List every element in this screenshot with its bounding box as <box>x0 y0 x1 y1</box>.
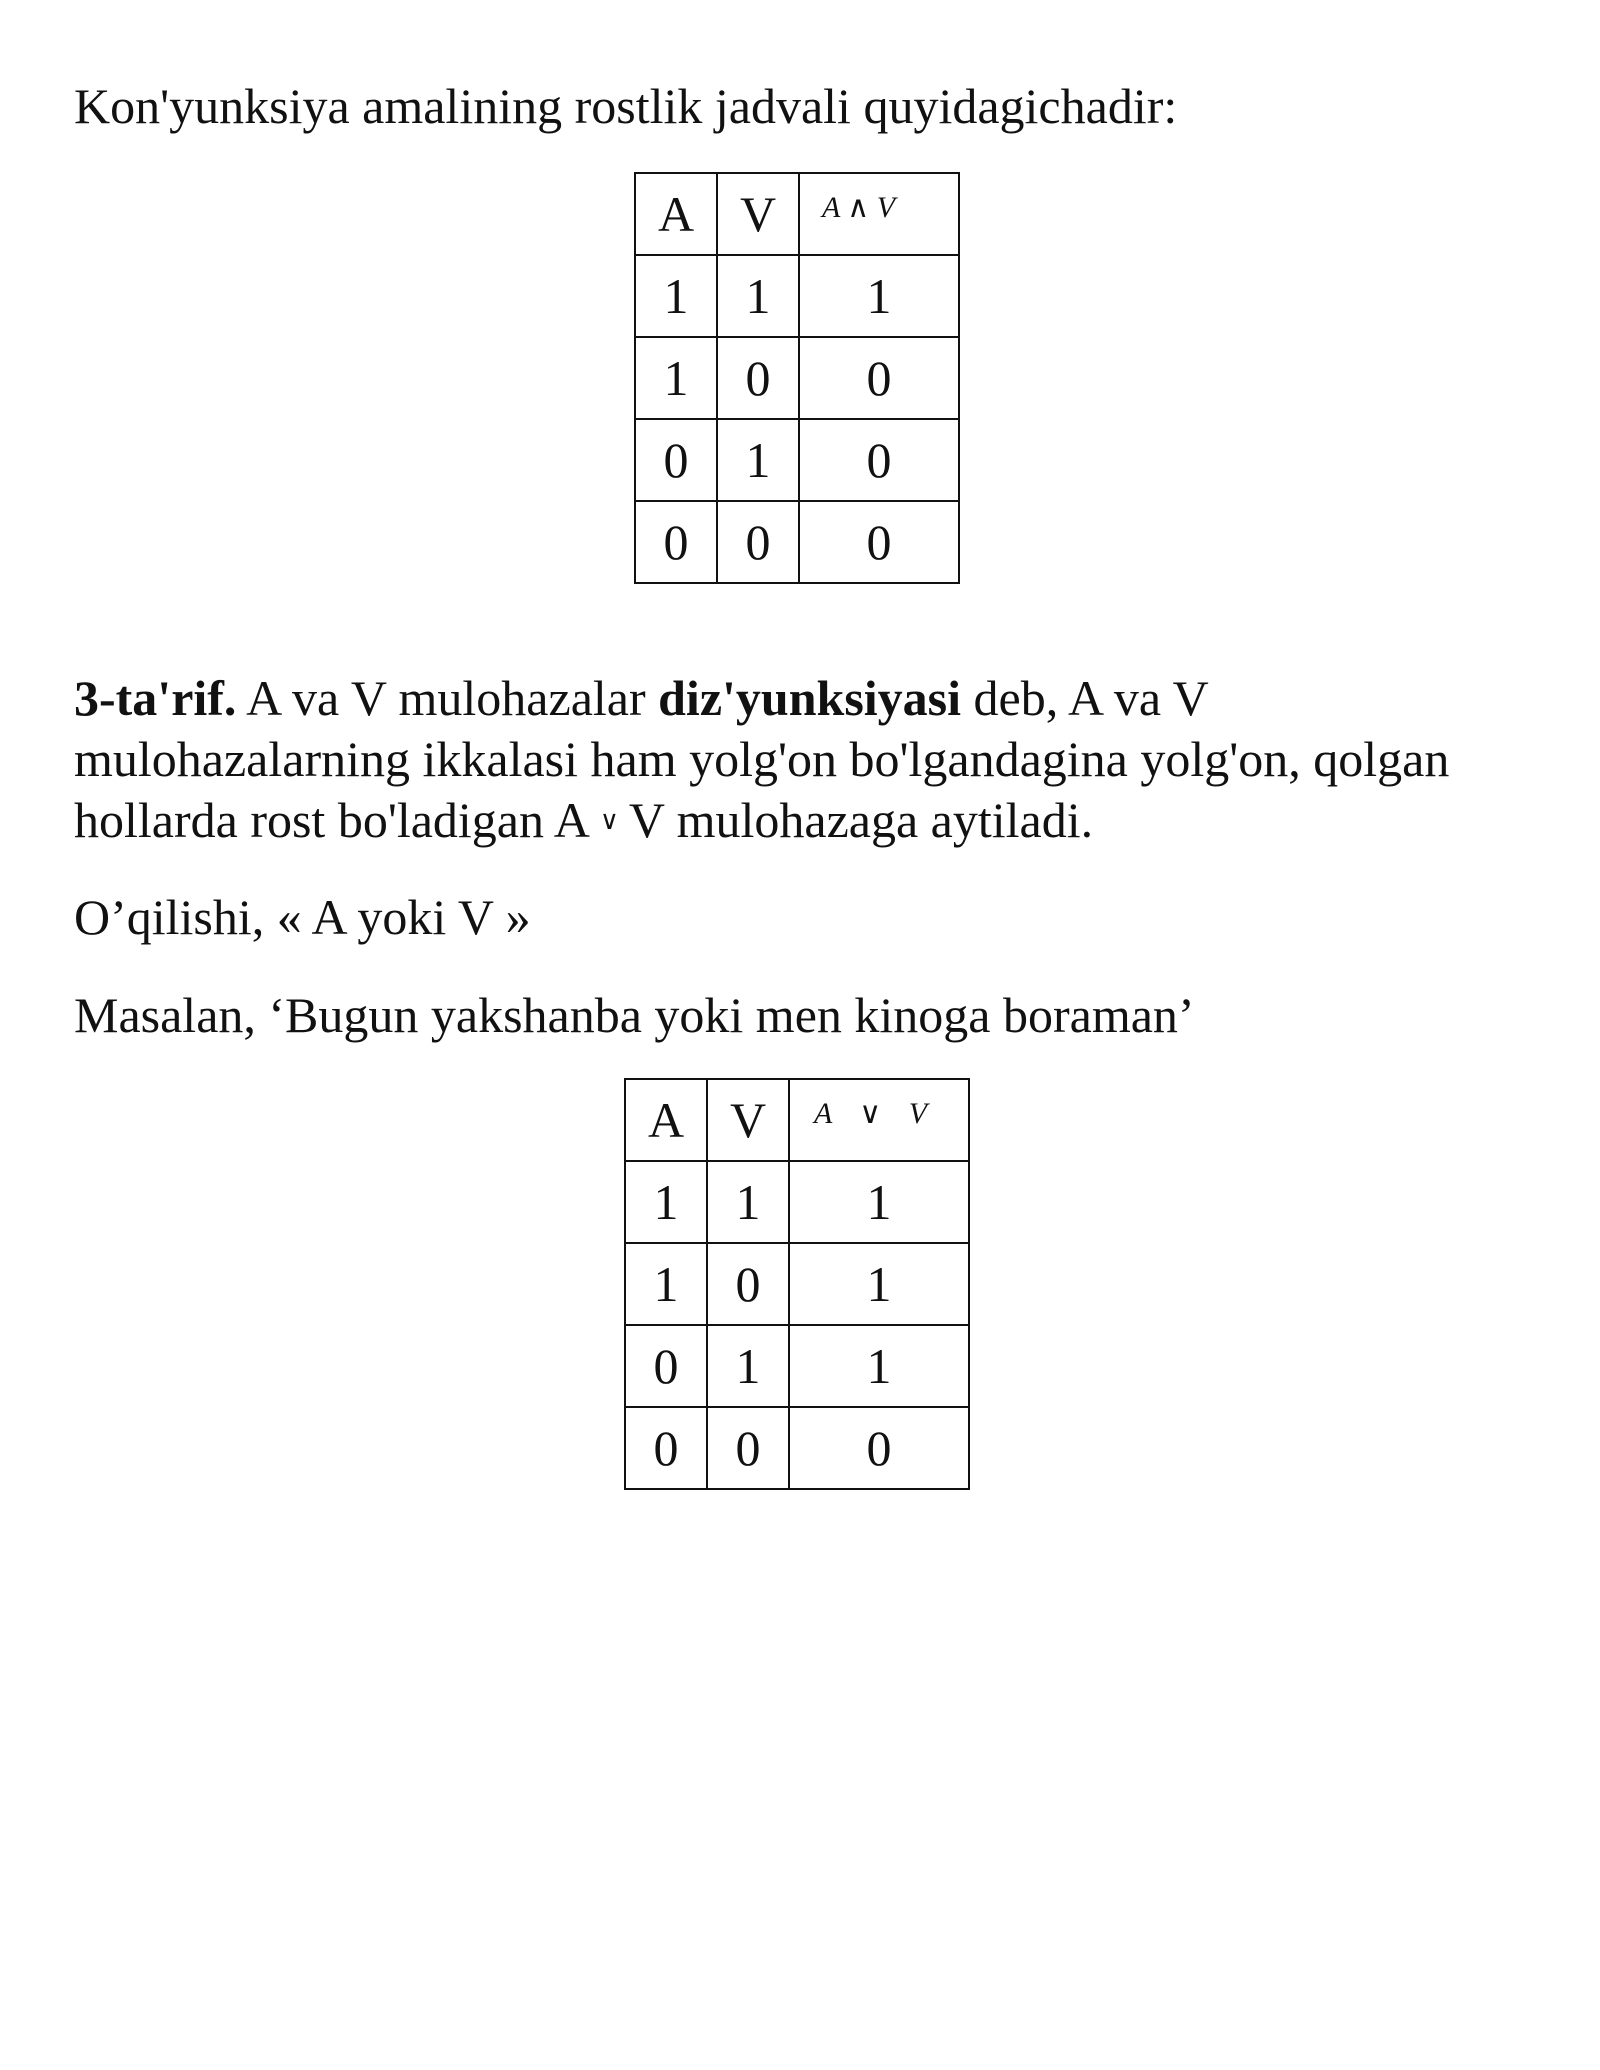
table-cell: 1 <box>789 1325 969 1407</box>
table-cell: 0 <box>707 1407 789 1489</box>
table-row <box>635 419 959 501</box>
definition-text-after: V mulohazaga aytiladi. <box>628 792 1094 848</box>
table-cell: 1 <box>717 419 799 501</box>
table-header-row <box>635 173 959 255</box>
table-row <box>625 1407 969 1489</box>
conjunction-truth-table <box>634 172 960 584</box>
table-cell: 1 <box>789 1161 969 1243</box>
definition-term: diz'yunksiyasi <box>658 670 962 726</box>
definition-text-before: A va V mulohazalar <box>236 670 659 726</box>
table-row <box>635 337 959 419</box>
table-cell: 0 <box>717 337 799 419</box>
table-header-row <box>625 1079 969 1161</box>
table-cell: 1 <box>717 255 799 337</box>
table-cell: 1 <box>635 255 717 337</box>
table-cell: 0 <box>635 419 717 501</box>
header-cell-v: V <box>707 1079 789 1161</box>
table-row <box>625 1325 969 1407</box>
definition-text-middle: deb, A va V mulohazalarning ikkalasi ham yolg'on bo'lgandagina yolg'on, qolgan hollarda rost bo'ladigan A <box>74 670 1450 848</box>
intro-paragraph: Kon'yunksiya amalining rostlik jadvali quyidagichadir: <box>74 78 1178 134</box>
table-cell: 1 <box>707 1325 789 1407</box>
example-paragraph: Masalan, ‘Bugun yakshanba yoki men kinoga boraman’ <box>74 987 1195 1043</box>
table-row <box>625 1161 969 1243</box>
table-cell: 0 <box>799 419 959 501</box>
header-cell-a: A <box>635 173 717 255</box>
table-cell: 0 <box>625 1325 707 1407</box>
header-cell-a: A <box>625 1079 707 1161</box>
disjunction-truth-table <box>624 1078 970 1490</box>
table-cell: 0 <box>625 1407 707 1489</box>
header-cell-conjunction: A ∧ V <box>799 173 959 255</box>
header-cell-disjunction: A ∨ V <box>789 1079 969 1161</box>
table-row <box>625 1243 969 1325</box>
table-cell: 1 <box>789 1243 969 1325</box>
table-cell: 0 <box>635 501 717 583</box>
table-cell: 1 <box>635 337 717 419</box>
table-cell: 0 <box>707 1243 789 1325</box>
definition-paragraph <box>74 668 1534 851</box>
table-cell: 1 <box>707 1161 789 1243</box>
reading-paragraph: O’qilishi, « A yoki V » <box>74 889 531 945</box>
disjunction-operator-symbol: ∨ <box>599 806 619 835</box>
table-cell: 0 <box>799 501 959 583</box>
definition-label: 3-ta'rif. <box>74 670 237 726</box>
table-cell: 1 <box>625 1161 707 1243</box>
table-cell: 0 <box>717 501 799 583</box>
table-cell: 0 <box>789 1407 969 1489</box>
table-cell: 1 <box>625 1243 707 1325</box>
table-row <box>635 501 959 583</box>
table-row <box>635 255 959 337</box>
header-cell-v: V <box>717 173 799 255</box>
table-cell: 0 <box>799 337 959 419</box>
table-cell: 1 <box>799 255 959 337</box>
